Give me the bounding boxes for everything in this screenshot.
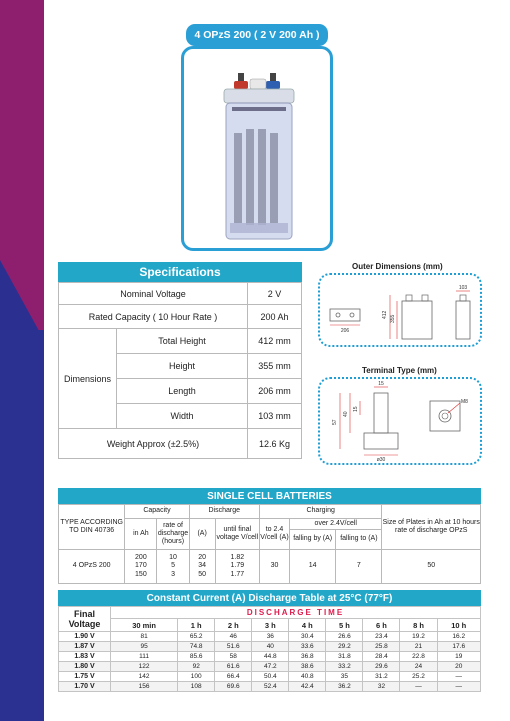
final-voltage-value: 1.79 bbox=[230, 562, 245, 570]
weight-value: 12.6 Kg bbox=[248, 429, 302, 459]
outer-dimensions-drawing bbox=[320, 275, 480, 345]
table-cell: 66.4 bbox=[215, 672, 252, 682]
capacity-ah-value: 150 bbox=[135, 570, 147, 578]
table-cell: 16.2 bbox=[437, 632, 480, 642]
discharge-table bbox=[58, 590, 481, 692]
capacity-header: Capacity bbox=[125, 505, 189, 519]
single-cell-table bbox=[58, 488, 481, 584]
decorative-band-wedge bbox=[0, 260, 44, 340]
discharge-amp-value: 34 bbox=[198, 562, 207, 570]
in-ah-header: in Ah bbox=[125, 519, 157, 550]
table-cell: 38.6 bbox=[289, 662, 326, 672]
nominal-voltage-value: 2 V bbox=[248, 283, 302, 305]
total-height-label: Total Height bbox=[117, 329, 248, 354]
table-cell: — bbox=[437, 672, 480, 682]
falling-to-value: 7 bbox=[336, 550, 382, 584]
table-cell: — bbox=[400, 682, 437, 692]
table-row bbox=[59, 632, 481, 642]
table-cell: 23.4 bbox=[363, 632, 400, 642]
column-header: 10 h bbox=[437, 619, 480, 632]
table-cell: 95 bbox=[111, 642, 178, 652]
column-header: 5 h bbox=[326, 619, 363, 632]
final-voltage-cell: 1.75 V bbox=[59, 672, 111, 682]
table-row bbox=[59, 682, 481, 692]
outer-dim-206: 206 bbox=[340, 328, 350, 334]
plates-value: 50 bbox=[382, 550, 481, 584]
table-cell: 74.8 bbox=[178, 642, 215, 652]
discharge-header: Discharge bbox=[189, 505, 259, 519]
table-cell: 29.6 bbox=[363, 662, 400, 672]
terminal-dim-40: 40 bbox=[343, 411, 349, 417]
column-header: 2 h bbox=[215, 619, 252, 632]
terminal-dim-30: ø30 bbox=[376, 457, 386, 463]
to-2-4-vcell-header: to 2.4 V/cell (A) bbox=[259, 519, 289, 550]
discharge-amp-cell bbox=[189, 550, 215, 584]
table-cell: 26.6 bbox=[326, 632, 363, 642]
table-cell: 28.4 bbox=[363, 652, 400, 662]
terminal-type-title: Terminal Type (mm) bbox=[362, 366, 437, 375]
table-cell: 31.2 bbox=[363, 672, 400, 682]
terminal-dim-m8: M8 bbox=[461, 399, 468, 405]
outer-dim-412: 412 bbox=[382, 310, 388, 319]
charging-header: Charging bbox=[259, 505, 382, 519]
length-label: Length bbox=[117, 379, 248, 404]
specifications-title: Specifications bbox=[58, 262, 302, 282]
plates-header: Size of Plates in Ah at 10 hours rate of discharge OPzS bbox=[382, 505, 481, 550]
table-cell: 33.6 bbox=[289, 642, 326, 652]
table-cell: 85.6 bbox=[178, 652, 215, 662]
until-final-voltage-header: until final voltage V/cell bbox=[215, 519, 259, 550]
column-header: 3 h bbox=[252, 619, 289, 632]
table-cell: 44.8 bbox=[252, 652, 289, 662]
table-cell: 24 bbox=[400, 662, 437, 672]
table-row bbox=[59, 662, 481, 672]
discharge-time-header: DISCHARGE TIME bbox=[111, 607, 481, 619]
nominal-voltage-label: Nominal Voltage bbox=[59, 283, 248, 305]
table-cell: 111 bbox=[111, 652, 178, 662]
battery-illustration bbox=[220, 73, 298, 241]
table-cell: 65.2 bbox=[178, 632, 215, 642]
rate-hours-cell bbox=[157, 550, 189, 584]
table-cell: 19.2 bbox=[400, 632, 437, 642]
table-cell: 50.4 bbox=[252, 672, 289, 682]
falling-to-header: falling to (A) bbox=[336, 530, 382, 550]
table-row bbox=[59, 652, 481, 662]
table-cell: 36 bbox=[252, 632, 289, 642]
table-row bbox=[59, 642, 481, 652]
specifications-table bbox=[58, 262, 302, 459]
table-cell: 25.8 bbox=[363, 642, 400, 652]
single-cell-title: SINGLE CELL BATTERIES bbox=[58, 488, 481, 504]
column-header: 1 h bbox=[178, 619, 215, 632]
outer-dim-355: 355 bbox=[390, 314, 396, 323]
table-cell: 25.2 bbox=[400, 672, 437, 682]
final-voltage-value: 1.77 bbox=[230, 570, 245, 578]
final-voltage-value: 1.82 bbox=[230, 554, 245, 562]
table-cell: 17.6 bbox=[437, 642, 480, 652]
table-cell: 81 bbox=[111, 632, 178, 642]
height-value: 355 mm bbox=[248, 354, 302, 379]
terminal-type-box bbox=[318, 377, 482, 465]
column-header: 6 h bbox=[363, 619, 400, 632]
outer-dim-103: 103 bbox=[458, 285, 468, 291]
table-cell: 32 bbox=[363, 682, 400, 692]
table-cell: 122 bbox=[111, 662, 178, 672]
table-cell: 21 bbox=[400, 642, 437, 652]
product-title: 4 OPzS 200 ( 2 V 200 Ah ) bbox=[186, 24, 328, 46]
final-voltage-cell: 1.83 V bbox=[59, 652, 111, 662]
table-cell: 61.6 bbox=[215, 662, 252, 672]
rated-capacity-label: Rated Capacity ( 10 Hour Rate ) bbox=[59, 305, 248, 329]
terminal-dim-15-top: 15 bbox=[378, 381, 384, 387]
to-2-4-value: 30 bbox=[259, 550, 289, 584]
rate-hours-value: 5 bbox=[171, 562, 175, 570]
table-cell: 100 bbox=[178, 672, 215, 682]
terminal-dim-57: 57 bbox=[332, 419, 338, 425]
table-cell: 40.8 bbox=[289, 672, 326, 682]
decorative-band-blue bbox=[0, 330, 44, 721]
table-cell: 58 bbox=[215, 652, 252, 662]
column-header: 8 h bbox=[400, 619, 437, 632]
table-cell: 40 bbox=[252, 642, 289, 652]
rate-of-discharge-header: rate of discharge (hours) bbox=[157, 519, 189, 550]
discharge-amp-value: 20 bbox=[198, 554, 207, 562]
table-cell: 29.2 bbox=[326, 642, 363, 652]
table-cell: 30.4 bbox=[289, 632, 326, 642]
table-cell: 20 bbox=[437, 662, 480, 672]
table-cell: 19 bbox=[437, 652, 480, 662]
table-cell: 47.2 bbox=[252, 662, 289, 672]
height-label: Height bbox=[117, 354, 248, 379]
table-cell: 108 bbox=[178, 682, 215, 692]
rate-hours-value: 3 bbox=[171, 570, 175, 578]
table-cell: 52.4 bbox=[252, 682, 289, 692]
table-cell: 36.8 bbox=[289, 652, 326, 662]
table-cell: 51.6 bbox=[215, 642, 252, 652]
column-header: 30 min bbox=[111, 619, 178, 632]
table-cell: 31.8 bbox=[326, 652, 363, 662]
table-cell: 36.2 bbox=[326, 682, 363, 692]
outer-dimensions-box bbox=[318, 273, 482, 347]
final-voltage-cell: 1.87 V bbox=[59, 642, 111, 652]
product-photo-frame bbox=[181, 46, 333, 251]
outer-dimensions-title: Outer Dimensions (mm) bbox=[352, 262, 443, 271]
type-header: TYPE ACCORDING TO DIN 40736 bbox=[59, 505, 125, 550]
battery-type-cell: 4 OPzS 200 bbox=[59, 550, 125, 584]
table-cell: 142 bbox=[111, 672, 178, 682]
final-voltage-cell bbox=[215, 550, 259, 584]
table-cell: 35 bbox=[326, 672, 363, 682]
column-header: 4 h bbox=[289, 619, 326, 632]
width-value: 103 mm bbox=[248, 404, 302, 429]
table-cell: — bbox=[437, 682, 480, 692]
terminal-dim-15-side: 15 bbox=[353, 406, 359, 412]
table-cell: 46 bbox=[215, 632, 252, 642]
width-label: Width bbox=[117, 404, 248, 429]
rate-hours-value: 10 bbox=[169, 554, 177, 562]
falling-by-value: 14 bbox=[290, 550, 336, 584]
discharge-amp-header: (A) bbox=[189, 519, 215, 550]
capacity-ah-value: 200 bbox=[135, 554, 147, 562]
capacity-ah-cell bbox=[125, 550, 157, 584]
table-cell: 156 bbox=[111, 682, 178, 692]
table-cell: 92 bbox=[178, 662, 215, 672]
over-2-4-vcell-header: over 2.4V/cell bbox=[290, 519, 382, 530]
table-cell: 22.8 bbox=[400, 652, 437, 662]
final-voltage-header: Final Voltage bbox=[59, 607, 111, 632]
weight-label: Weight Approx (±2.5%) bbox=[59, 429, 248, 459]
terminal-type-drawing bbox=[320, 379, 480, 463]
table-cell: 42.4 bbox=[289, 682, 326, 692]
final-voltage-cell: 1.90 V bbox=[59, 632, 111, 642]
table-cell: 33.2 bbox=[326, 662, 363, 672]
table-row bbox=[59, 672, 481, 682]
table-cell: 69.6 bbox=[215, 682, 252, 692]
discharge-amp-value: 50 bbox=[198, 570, 207, 578]
dimensions-label: Dimensions bbox=[59, 329, 117, 429]
discharge-table-title: Constant Current (A) Discharge Table at 25°C (77°F) bbox=[58, 590, 481, 606]
length-value: 206 mm bbox=[248, 379, 302, 404]
rated-capacity-value: 200 Ah bbox=[248, 305, 302, 329]
total-height-value: 412 mm bbox=[248, 329, 302, 354]
final-voltage-cell: 1.80 V bbox=[59, 662, 111, 672]
falling-by-header: falling by (A) bbox=[290, 530, 336, 550]
final-voltage-cell: 1.70 V bbox=[59, 682, 111, 692]
capacity-ah-value: 170 bbox=[135, 562, 147, 570]
